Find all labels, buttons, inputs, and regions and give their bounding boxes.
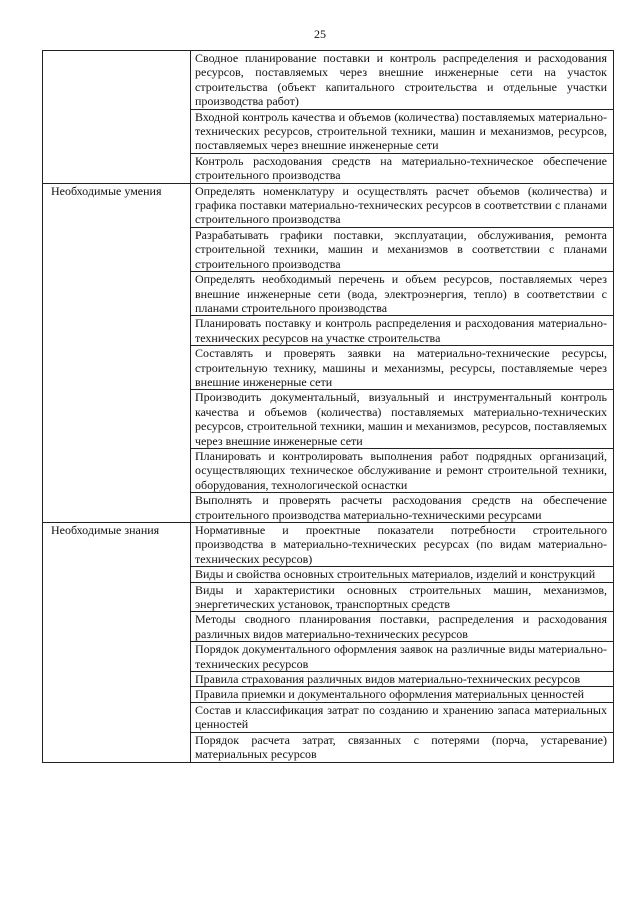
requirement-item: Правила страхования различных видов материально-технических ресурсов — [191, 672, 614, 687]
requirement-item: Планировать и контролировать выполнения работ подрядных организаций, осуществляющих техническое обслуживание и ремонт строительной техники, оборудования, технологической оснастки — [191, 448, 614, 492]
requirement-item: Виды и характеристики основных строительных машин, механизмов, энергетических установок, транспортных средств — [191, 582, 614, 612]
table-row — [43, 523, 614, 567]
requirement-item: Производить документальный, визуальный и инструментальный контроль качества и объемов (количества) поставляемых материально-технических ресурсов, строительной техники, машин и механизмов, ресурсов, поставляемых через внешние инженерные сети — [191, 390, 614, 449]
requirement-item: Нормативные и проектные показатели потребности строительного производства в материально-технических ресурсах (по видам материально-технических ресурсов) — [191, 523, 614, 567]
table-row — [43, 183, 614, 227]
requirement-item: Определять необходимый перечень и объем ресурсов, поставляемых через внешние инженерные сети (вода, электроэнергия, тепло) в соответствии с планами строительного производства — [191, 272, 614, 316]
section-label: Необходимые умения — [43, 183, 191, 522]
requirement-item: Выполнять и проверять расчеты расходования средств на обеспечение строительного производства материально-техническими ресурсами — [191, 493, 614, 523]
section-label — [43, 51, 191, 184]
table-body — [43, 51, 614, 763]
page-number: 25 — [314, 27, 326, 41]
requirement-item: Порядок расчета затрат, связанных с потерями (порча, устаревание) материальных ресурсов — [191, 732, 614, 762]
requirement-item: Состав и классификация затрат по созданию и хранению запаса материальных ценностей — [191, 702, 614, 732]
requirement-item: Правила приемки и документального оформления материальных ценностей — [191, 687, 614, 702]
requirement-item: Методы сводного планирования поставки, распределения и расходования различных видов материально-технических ресурсов — [191, 612, 614, 642]
section-label: Необходимые знания — [43, 523, 191, 763]
requirement-item: Виды и свойства основных строительных материалов, изделий и конструкций — [191, 567, 614, 582]
requirement-item: Порядок документального оформления заявок на различные виды материально-технических ресурсов — [191, 642, 614, 672]
requirement-item: Планировать поставку и контроль распределения и расходования материально-технических ресурсов на участке строительства — [191, 316, 614, 346]
requirement-item: Составлять и проверять заявки на материально-технические ресурсы, строительную технику, машины и механизмы, ресурсы, поставляемые через внешние инженерные сети — [191, 346, 614, 390]
competency-table — [42, 50, 614, 763]
requirement-item: Сводное планирование поставки и контроль распределения и расходования ресурсов, поставляемых через внешние инженерные сети на участок строительства (объект капитального строительства и отдельные участки производства работ) — [191, 51, 614, 110]
requirement-item: Контроль расходования средств на материально-техническое обеспечение строительного производства — [191, 153, 614, 183]
table-row — [43, 51, 614, 110]
requirement-item: Входной контроль качества и объемов (количества) поставляемых материально-технических ресурсов, строительной техники, машин и механизмов, ресурсов, поставляемых через внешние инженерные сети — [191, 109, 614, 153]
requirement-item: Разрабатывать графики поставки, эксплуатации, обслуживания, ремонта строительной техники, машин и механизмов в соответствии с планами строительного производства — [191, 227, 614, 271]
requirement-item: Определять номенклатуру и осуществлять расчет объемов (количества) и графика поставки материально-технических ресурсов в соответствии с планами строительного производства — [191, 183, 614, 227]
